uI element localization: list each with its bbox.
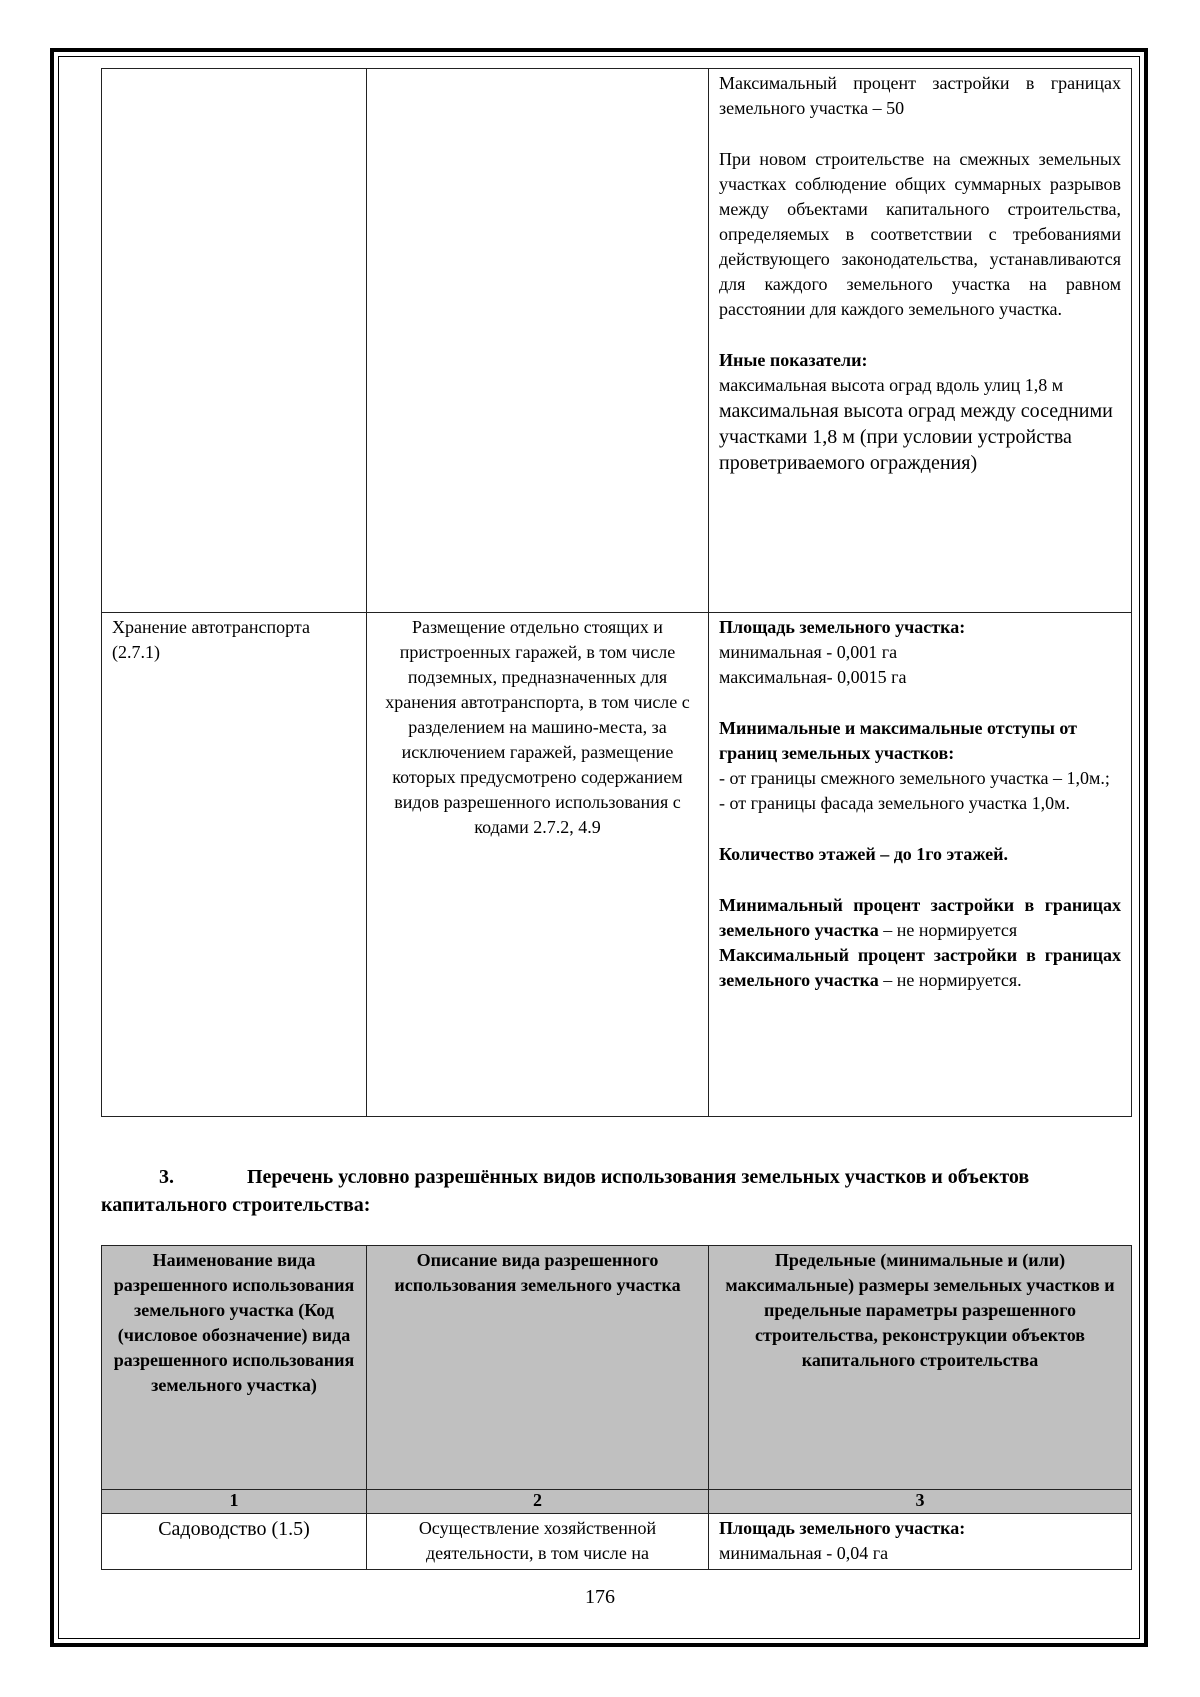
max-build-percent-value: – не нормируется. xyxy=(878,970,1022,990)
adjacent-gap-rule: При новом строительстве на смежных земельных участках соблюдение общих суммарных разрывов между объектами капитального строительства, определяемых в соответствии с требованиями действующего законодательства, устанавливаются для каждого земельного участка на равном расстоянии для каждого земельного участка. xyxy=(719,149,1121,319)
section-heading xyxy=(101,1163,1131,1219)
fence-height-street: максимальная высота оград вдоль улиц 1,8 м xyxy=(719,375,1064,395)
column-header: Наименование вида разрешенного использования земельного участка (Код (числовое обозначение) вида разрешенного использования земельного участка) xyxy=(102,1246,367,1490)
table-cell: Осуществление хозяйственной деятельности, в том числе на xyxy=(367,1514,709,1570)
section-title: Перечень условно разрешённых видов использования земельных участков и объектов капитального строительства: xyxy=(101,1166,1030,1216)
table-row xyxy=(102,69,1132,613)
max-build-percent-label: Максимальный процент застройки в границах земельного участка xyxy=(719,945,1121,990)
min-build-percent-label: Минимальный процент застройки в границах земельного участка xyxy=(719,895,1121,940)
column-number: 1 xyxy=(102,1490,367,1514)
column-header: Предельные (минимальные и (или) максимальные) размеры земельных участков и предельные параметры разрешенного строительства, реконструкции объектов капитального строительства xyxy=(709,1246,1132,1490)
min-build-percent xyxy=(719,893,1121,943)
table-cell: Размещение отдельно стоящих и пристроенных гаражей, в том числе подземных, предназначенных для хранения автотранспорта, в том числе с разделением на машино-места, за исключением гаражей, размещение которых предусмотрено содержанием видов разрешенного использования с кодами 2.7.2, 4.9 xyxy=(367,613,709,1117)
table-cell xyxy=(709,613,1132,1117)
table-row xyxy=(102,613,1132,1117)
table-cell: Садоводство (1.5) xyxy=(102,1514,367,1570)
other-indicators-title: Иные показатели: xyxy=(719,350,868,370)
section-number: 3. xyxy=(159,1166,174,1188)
column-number: 3 xyxy=(709,1490,1132,1514)
table-row xyxy=(102,1514,1132,1570)
table-cell xyxy=(102,69,367,613)
floors-count: Количество этажей – до 1го этажей. xyxy=(719,844,1009,864)
zoning-table-continued xyxy=(101,68,1132,1117)
area-title: Площадь земельного участка: xyxy=(719,1518,966,1538)
area-title: Площадь земельного участка: xyxy=(719,617,966,637)
setback-adjacent: - от границы смежного земельного участка – 1,0м.; xyxy=(719,768,1110,788)
area-min: минимальная - 0,04 га xyxy=(719,1543,889,1563)
table-cell: Хранение автотранспорта (2.7.1) xyxy=(102,613,367,1117)
table-header-row xyxy=(102,1246,1132,1490)
area-max: максимальная- 0,0015 га xyxy=(719,667,907,687)
fence-height-neighbors: максимальная высота оград между соседними участками 1,8 м (при условии устройства проветриваемого ограждения) xyxy=(719,400,1113,474)
table-cell xyxy=(709,1514,1132,1570)
setback-facade: - от границы фасада земельного участка 1,0м. xyxy=(719,793,1070,813)
min-build-percent-value: – не нормируется xyxy=(878,920,1018,940)
column-header: Описание вида разрешенного использования земельного участка xyxy=(367,1246,709,1490)
max-build-percent xyxy=(719,943,1121,993)
page-number: 176 xyxy=(585,1586,615,1608)
column-number-row xyxy=(102,1490,1132,1514)
table-cell xyxy=(367,69,709,613)
column-number: 2 xyxy=(367,1490,709,1514)
table-cell xyxy=(709,69,1132,613)
max-build-percent: Максимальный процент застройки в границах земельного участка – 50 xyxy=(719,73,1121,118)
area-min: минимальная - 0,001 га xyxy=(719,642,898,662)
conditional-use-table xyxy=(101,1245,1132,1570)
setback-title: Минимальные и максимальные отступы от границ земельных участков: xyxy=(719,718,1077,763)
